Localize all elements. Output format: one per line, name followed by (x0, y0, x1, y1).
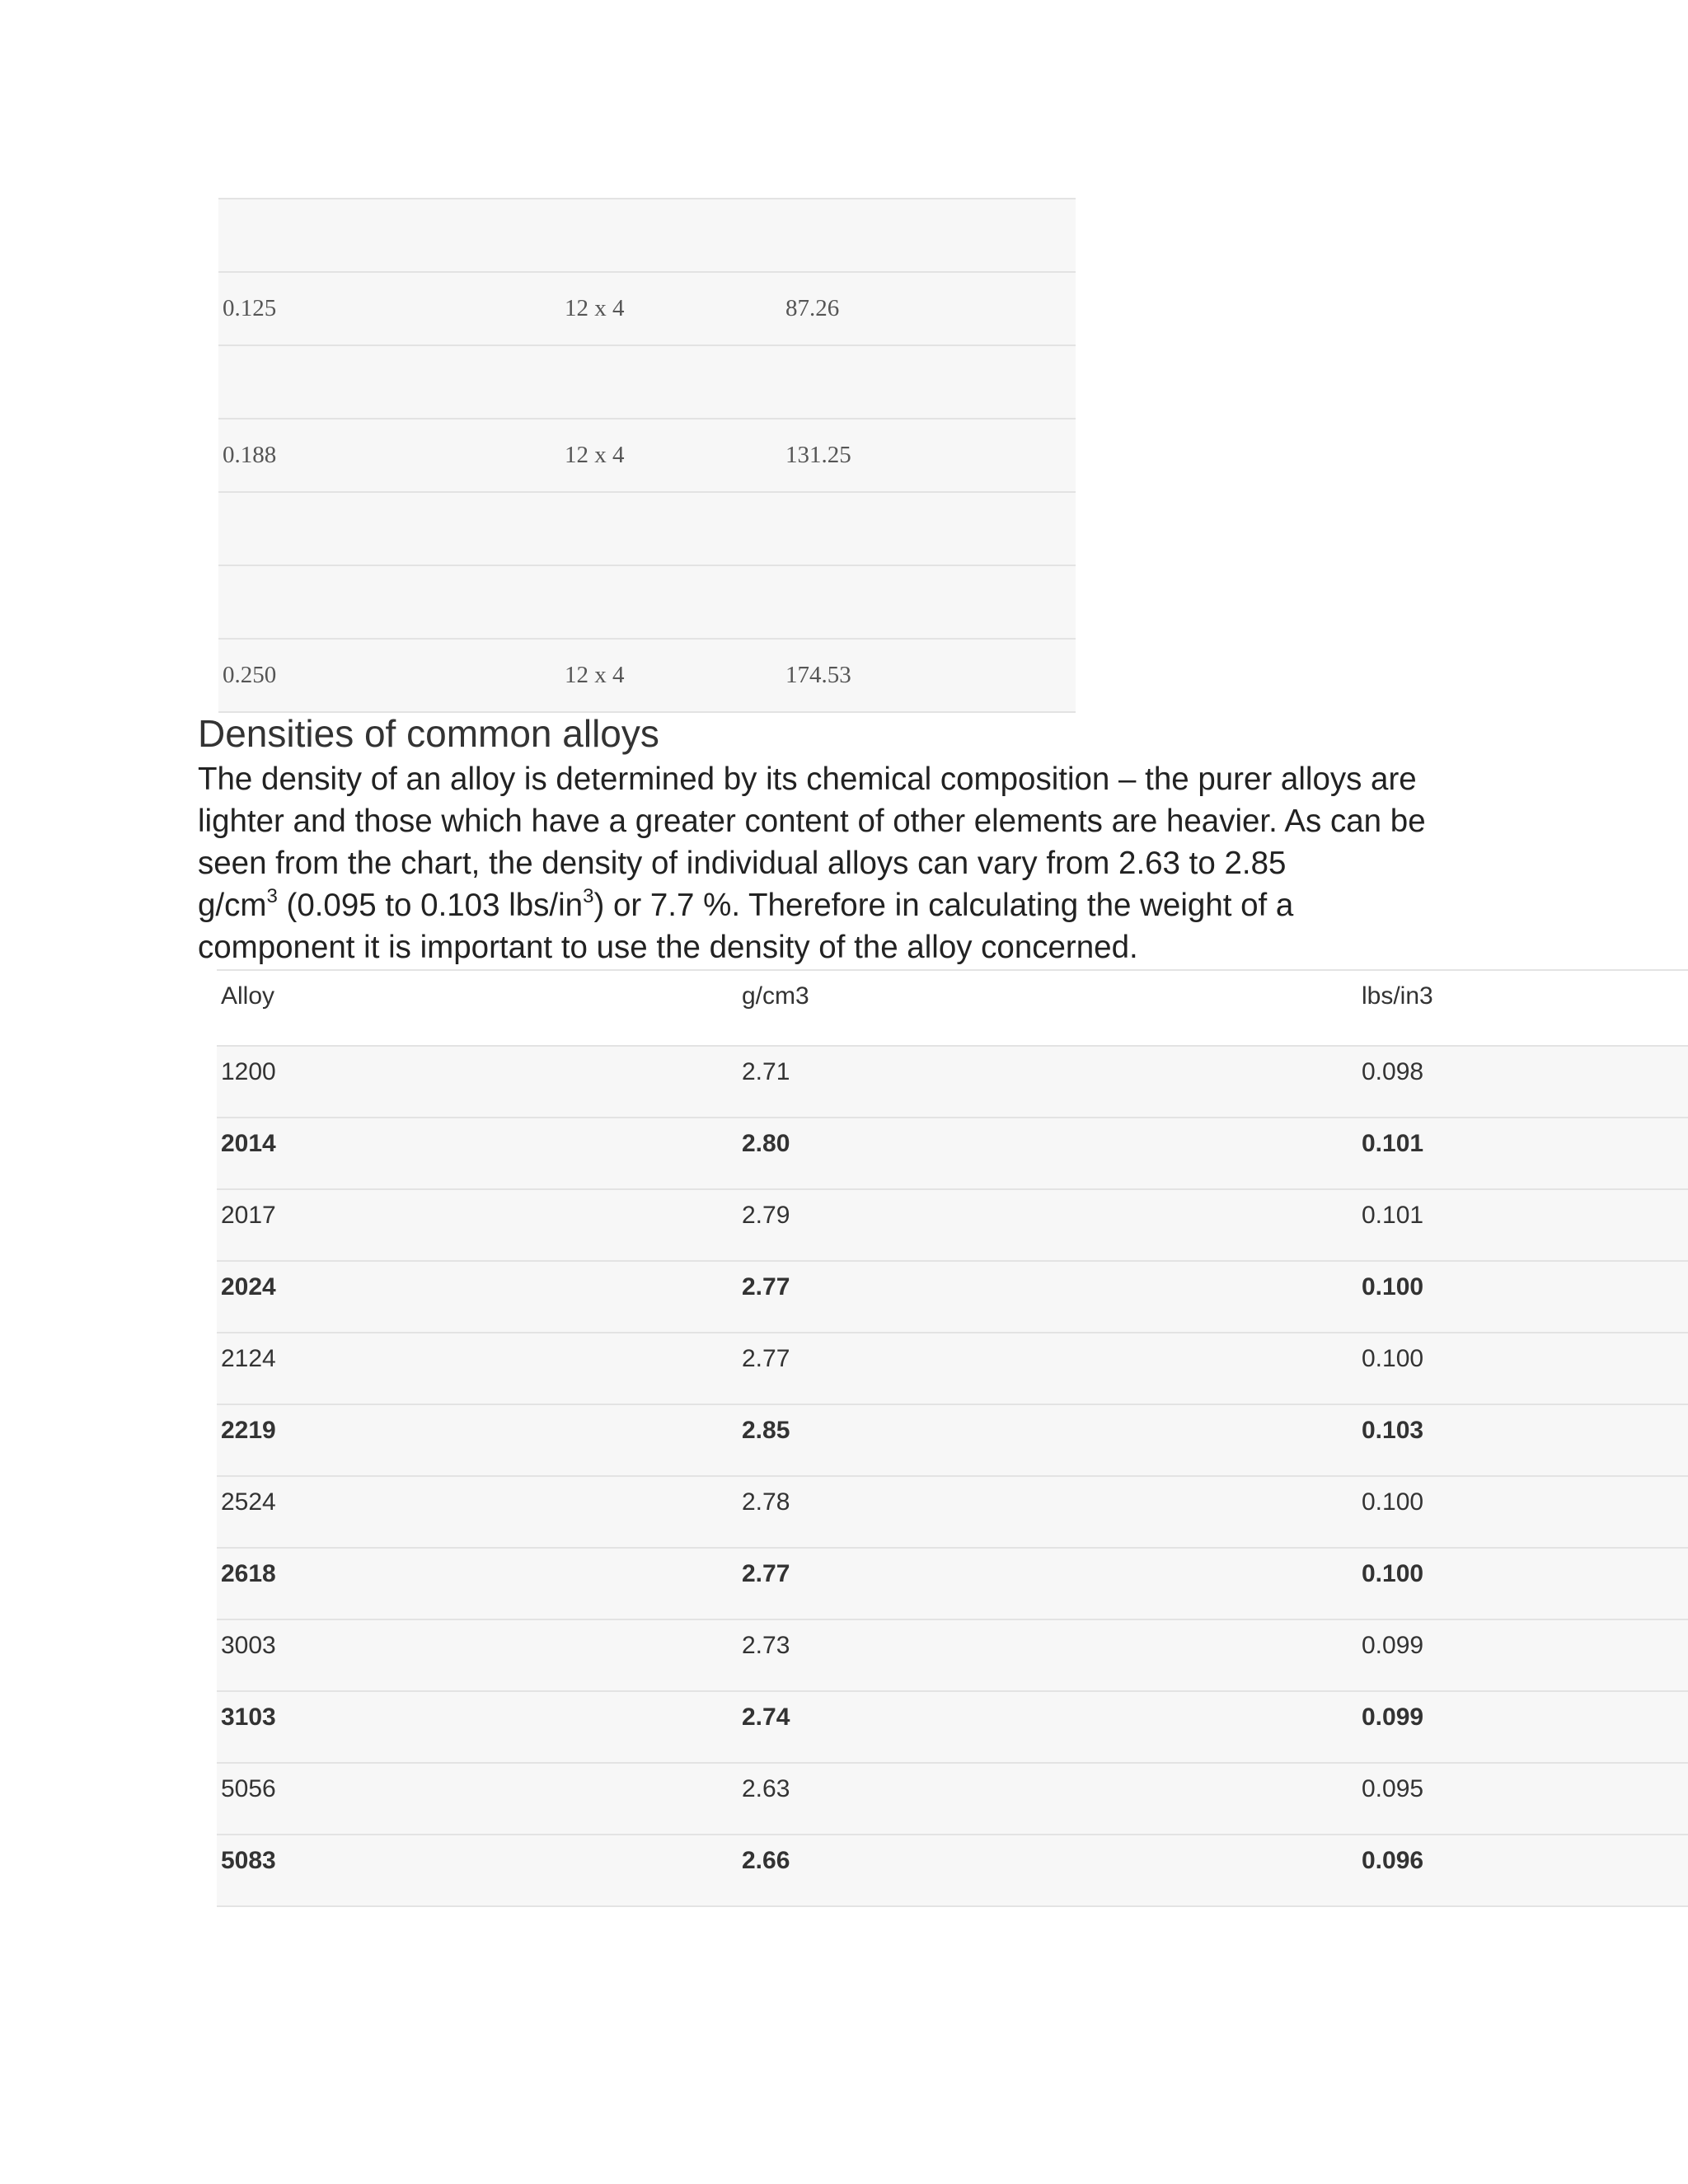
alloy-cell: 2024 (217, 1261, 738, 1333)
thickness-cell (218, 565, 560, 639)
section-paragraph (198, 758, 1500, 968)
density-lbs-cell: 0.099 (1357, 1691, 1688, 1763)
table-row (217, 1118, 1688, 1189)
unit-text: g/cm (198, 888, 267, 923)
column-header-g-cm3: g/cm3 (738, 970, 1357, 1046)
alloy-cell: 2219 (217, 1404, 738, 1476)
superscript: 3 (266, 885, 278, 908)
table-row (217, 1476, 1688, 1548)
alloy-cell: 1200 (217, 1046, 738, 1118)
weight-cell (781, 492, 1076, 565)
size-cell: 12 x 4 (560, 272, 781, 345)
table-row (217, 1333, 1688, 1404)
superscript: 3 (583, 885, 594, 908)
thickness-cell: 0.188 (218, 419, 560, 492)
section-heading: Densities of common alloys (198, 712, 659, 755)
density-g-cell: 2.79 (738, 1189, 1357, 1261)
weight-cell: 131.25 (781, 419, 1076, 492)
table-row (217, 1548, 1688, 1619)
paragraph-line: The density of an alloy is determined by its chemical composition – the purer alloys are (198, 762, 1417, 797)
alloy-cell: 3003 (217, 1619, 738, 1691)
size-cell (560, 345, 781, 419)
table-row (218, 565, 1076, 639)
paragraph-text: ) or 7.7 %. Therefore in calculating the weight of a (593, 888, 1294, 923)
density-g-cell: 2.73 (738, 1619, 1357, 1691)
density-lbs-cell: 0.100 (1357, 1548, 1688, 1619)
density-lbs-cell: 0.100 (1357, 1261, 1688, 1333)
alloy-cell: 5083 (217, 1835, 738, 1906)
table-row (217, 1835, 1688, 1906)
size-cell (560, 199, 781, 272)
density-lbs-cell: 0.100 (1357, 1476, 1688, 1548)
density-g-cell: 2.66 (738, 1835, 1357, 1906)
weight-cell (781, 345, 1076, 419)
table-row (218, 419, 1076, 492)
table-row (218, 199, 1076, 272)
alloy-cell: 2124 (217, 1333, 738, 1404)
density-lbs-cell: 0.099 (1357, 1619, 1688, 1691)
thickness-cell (218, 492, 560, 565)
paragraph-line: component it is important to use the density of the alloy concerned. (198, 930, 1138, 965)
table-row (217, 1619, 1688, 1691)
table-row (218, 345, 1076, 419)
alloy-cell: 2618 (217, 1548, 738, 1619)
weight-table (218, 198, 1076, 713)
weight-cell: 87.26 (781, 272, 1076, 345)
weight-cell: 174.53 (781, 639, 1076, 712)
density-g-cell: 2.77 (738, 1261, 1357, 1333)
paragraph-line: lighter and those which have a greater content of other elements are heavier. As can be (198, 804, 1426, 839)
table-row (218, 492, 1076, 565)
density-g-cell: 2.77 (738, 1333, 1357, 1404)
table-row (217, 1261, 1688, 1333)
alloy-cell: 2014 (217, 1118, 738, 1189)
paragraph-text: (0.095 to 0.103 lbs/in (277, 888, 584, 923)
table-header-row (217, 970, 1688, 1046)
density-g-cell: 2.74 (738, 1691, 1357, 1763)
density-lbs-cell: 0.101 (1357, 1118, 1688, 1189)
density-lbs-cell: 0.098 (1357, 1046, 1688, 1118)
density-lbs-cell: 0.095 (1357, 1763, 1688, 1835)
density-g-cell: 2.85 (738, 1404, 1357, 1476)
density-g-cell: 2.63 (738, 1763, 1357, 1835)
thickness-cell: 0.125 (218, 272, 560, 345)
density-lbs-cell: 0.101 (1357, 1189, 1688, 1261)
thickness-cell (218, 199, 560, 272)
table-row (217, 1691, 1688, 1763)
table-row (218, 639, 1076, 712)
table-row (217, 1046, 1688, 1118)
size-cell: 12 x 4 (560, 639, 781, 712)
alloy-cell: 2524 (217, 1476, 738, 1548)
density-g-cell: 2.71 (738, 1046, 1357, 1118)
table-row (217, 1404, 1688, 1476)
size-cell: 12 x 4 (560, 419, 781, 492)
size-cell (560, 565, 781, 639)
density-g-cell: 2.77 (738, 1548, 1357, 1619)
density-lbs-cell: 0.103 (1357, 1404, 1688, 1476)
weight-cell (781, 199, 1076, 272)
alloy-cell: 3103 (217, 1691, 738, 1763)
thickness-cell (218, 345, 560, 419)
density-g-cell: 2.80 (738, 1118, 1357, 1189)
thickness-cell: 0.250 (218, 639, 560, 712)
alloy-cell: 2017 (217, 1189, 738, 1261)
density-lbs-cell: 0.100 (1357, 1333, 1688, 1404)
column-header-lbs-in3: lbs/in3 (1357, 970, 1688, 1046)
size-cell (560, 492, 781, 565)
weight-cell (781, 565, 1076, 639)
density-lbs-cell: 0.096 (1357, 1835, 1688, 1906)
density-g-cell: 2.78 (738, 1476, 1357, 1548)
paragraph-line (198, 884, 1500, 926)
alloy-cell: 5056 (217, 1763, 738, 1835)
table-row (218, 272, 1076, 345)
table-row (217, 1189, 1688, 1261)
column-header-alloy: Alloy (217, 970, 738, 1046)
paragraph-line: seen from the chart, the density of individual alloys can vary from 2.63 to 2.85 (198, 846, 1287, 881)
table-row (217, 1763, 1688, 1835)
density-table (217, 969, 1688, 1907)
